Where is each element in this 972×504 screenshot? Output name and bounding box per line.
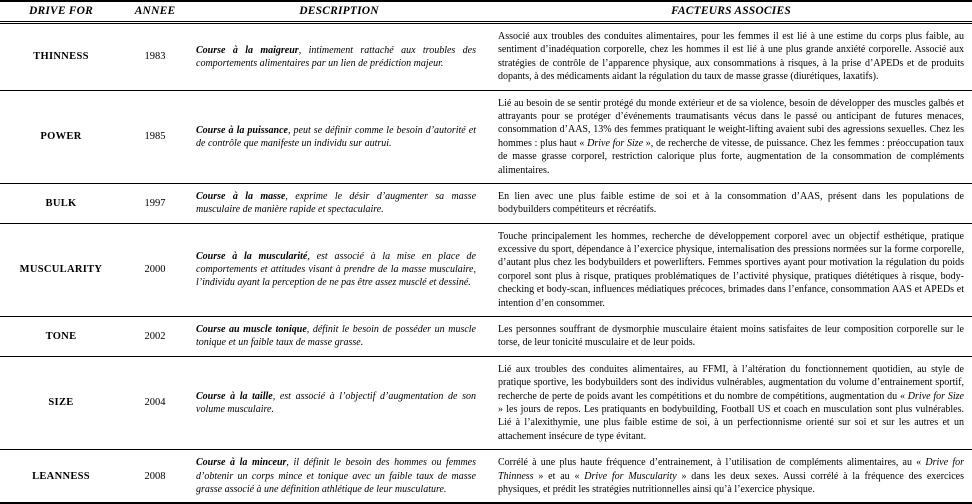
table-row: [0, 23, 972, 91]
facteurs-quoted-term: Drive for Size: [907, 390, 964, 402]
facteurs-text-mid: » et au «: [533, 470, 585, 482]
facteurs-text: Associé aux troubles des conduites alimentaires, pour les femmes il est lié à une estime du corps plus faible, au sentiment d’inadéquation corporelle, chez les hommes il est lié à une plus grande anxiété corporelle. Associé aux stratégies de contrôle de l’apparence physique, aux consommations à risques, à la prise d’APEDs et de produits dopants, à des médicaments aidant la régulation du taux de masse grasse (diurétiques, laxatifs).: [498, 31, 964, 83]
facteurs-text-pre: Lié au besoin de se sentir protégé du monde extérieur et de sa violence, besoin de développer des muscles galbés et attrayants pour se protéger d’événements traumatisants vécus dans le passé ou anticipant de futures menaces, consommation d’AAS, 13% des femmes pratiquant le weight-lifting avaient subi des agressions sexuelles. Chez les hommes : plus haut «: [498, 97, 964, 149]
facteurs-text-pre: Lié aux troubles des conduites alimentaires, au FFMI, à l’altération du fonctionnement quotidien, au style de pratique sportive, les bodybuilders sont des individus vulnérables, augmentation du volume d’entrainement sportif, recherche de perte de poids avant les compétitions et du nombre de compétitions, augmentation du «: [498, 363, 964, 402]
cell-drive-for: TONE: [45, 330, 77, 342]
cell-annee: 1997: [144, 197, 166, 209]
description-rest: , peut se définir comme le besoin d’autorité et de contrôle que manifeste un individu sur autrui.: [196, 124, 476, 149]
description-rest: , est associé à la mise en place de comportements et attitudes visant à prendre de la masse musculaire, l’individu ayant la perception de ne pas être assez musclé et dessiné.: [196, 251, 476, 289]
description-rest: , il définit le besoin des hommes ou femmes d’obtenir un corps mince et tonique avec un faible taux de masse grasse associé à une définition athlétique de leur musculature.: [196, 457, 477, 495]
cell-description: [188, 317, 490, 357]
cell-annee: 2004: [144, 397, 166, 409]
cell-annee: 2002: [144, 330, 166, 342]
facteurs-text: Touche principalement les hommes, recherche de développement corporel avec un objectif esthétique, pratique excessive du sport, dépendance à l’exercice physique, internalisation des pressions normées sur la forme corporelle, d’autant plus chez les bodybuilders et powerlifters. Femmes sportives ayant pour motivation la régulation du poids corporel sont plus à risque, pratiques problématiques de l’activité physique, pratiques diététiques à risque, body-checking et body-scan, influences médiatiques précoces, brimades dans l’enfance, consommation AAS et APEDs et intention d’en consommer.: [498, 230, 964, 309]
cell-description: [188, 183, 490, 223]
cell-facteurs: [490, 23, 972, 91]
facteurs-text-post: » dans les deux sexes. Aussi corrélé à la fréquence des exercices physiques, et prédit les stratégies nutritionnelles ainsi qu’à l’exercice physique.: [498, 470, 965, 495]
table-header: [0, 1, 972, 23]
facteurs-text-post: » les jours de repos. Les pratiquants en bodybuilding, Football US et coach en musculation sont plus vulnérables. Lié à l’alexithymie, une plus faible estime de soi, à un perfectionnisme orienté sur soi et sur les autres et un attachement insécure de type évitant.: [498, 403, 964, 442]
description-lead: Course à la muscularité: [196, 251, 308, 263]
facteurs-text: En lien avec une plus faible estime de soi et à la consommation d’AAS, présent dans les populations de bodybuilders compétiteurs et récréatifs.: [498, 190, 964, 216]
facteurs-text: Les personnes souffrant de dysmorphie musculaire étaient moins satisfaites de leur composition corporelle sur le torse, de leur tonicité musculaire et de leur poids.: [498, 324, 964, 349]
facteurs-text-pre: Corrélé à une plus haute fréquence d’entrainement, à l’utilisation de compléments alimentaires, au «: [498, 457, 926, 469]
cell-facteurs: [490, 90, 972, 183]
column-header-facteurs-associes: FACTEURS ASSOCIES: [490, 1, 972, 23]
cell-description: [188, 223, 490, 316]
column-header-description: DESCRIPTION: [188, 1, 490, 23]
cell-annee: 2000: [144, 264, 166, 276]
cell-description: [188, 356, 490, 449]
column-header-drive-for: DRIVE FOR: [0, 1, 122, 23]
description-lead: Course à la taille: [196, 390, 273, 402]
table-row: [0, 183, 972, 223]
description-rest: , définit le besoin de posséder un muscle tonique et un faible taux de masse grasse.: [196, 324, 476, 349]
table-header-row: [0, 1, 972, 23]
cell-drive-for: MUSCULARITY: [19, 264, 103, 276]
table-body: [0, 23, 972, 504]
description-lead: Course à la masse: [196, 191, 286, 203]
cell-description: [188, 90, 490, 183]
description-lead: Course au muscle tonique: [196, 324, 307, 336]
cell-facteurs: [490, 356, 972, 449]
description-lead: Course à la maigreur: [196, 44, 299, 56]
cell-description: [188, 23, 490, 91]
cell-drive-for: THINNESS: [33, 51, 89, 63]
facteurs-quoted-term: Drive for Thinness: [498, 457, 964, 482]
cell-facteurs: [490, 223, 972, 316]
column-header-annee: ANNEE: [122, 1, 188, 23]
cell-facteurs: [490, 183, 972, 223]
cell-facteurs: [490, 317, 972, 357]
description-rest: , intimement rattaché aux troubles des comportements alimentaires par un lien de prédiction majeur.: [196, 44, 477, 69]
facteurs-quoted-term-2: Drive for Muscularity: [584, 470, 677, 482]
facteurs-text-post: », de recherche de vitesse, de puissance. Chez les femmes : préoccupation taux de masse grasse corporel, restriction calorique plus forte, augmentation de la consommation de compléments alimentaires.: [498, 137, 964, 176]
table-row: [0, 356, 972, 449]
table-row: [0, 317, 972, 357]
cell-drive-for: SIZE: [48, 397, 74, 409]
description-lead: Course à la minceur: [196, 457, 287, 469]
description-rest: , est associé à l’objectif d’augmentation de son volume musculaire.: [196, 390, 476, 415]
table-row: [0, 450, 972, 504]
cell-facteurs: [490, 450, 972, 504]
cell-drive-for: LEANNESS: [32, 470, 90, 482]
cell-annee: 2008: [144, 470, 166, 482]
cell-drive-for: POWER: [40, 131, 82, 143]
table-row: [0, 90, 972, 183]
cell-annee: 1985: [144, 131, 166, 143]
cell-drive-for: BULK: [45, 197, 77, 209]
table-row: [0, 223, 972, 316]
description-lead: Course à la puissance: [196, 124, 288, 136]
description-rest: , exprime le désir d’augmenter sa masse musculaire de manière rapide et spectaculaire.: [196, 191, 477, 216]
cell-annee: 1983: [144, 51, 166, 63]
cell-description: [188, 450, 490, 504]
facteurs-quoted-term: Drive for Size: [587, 137, 644, 149]
